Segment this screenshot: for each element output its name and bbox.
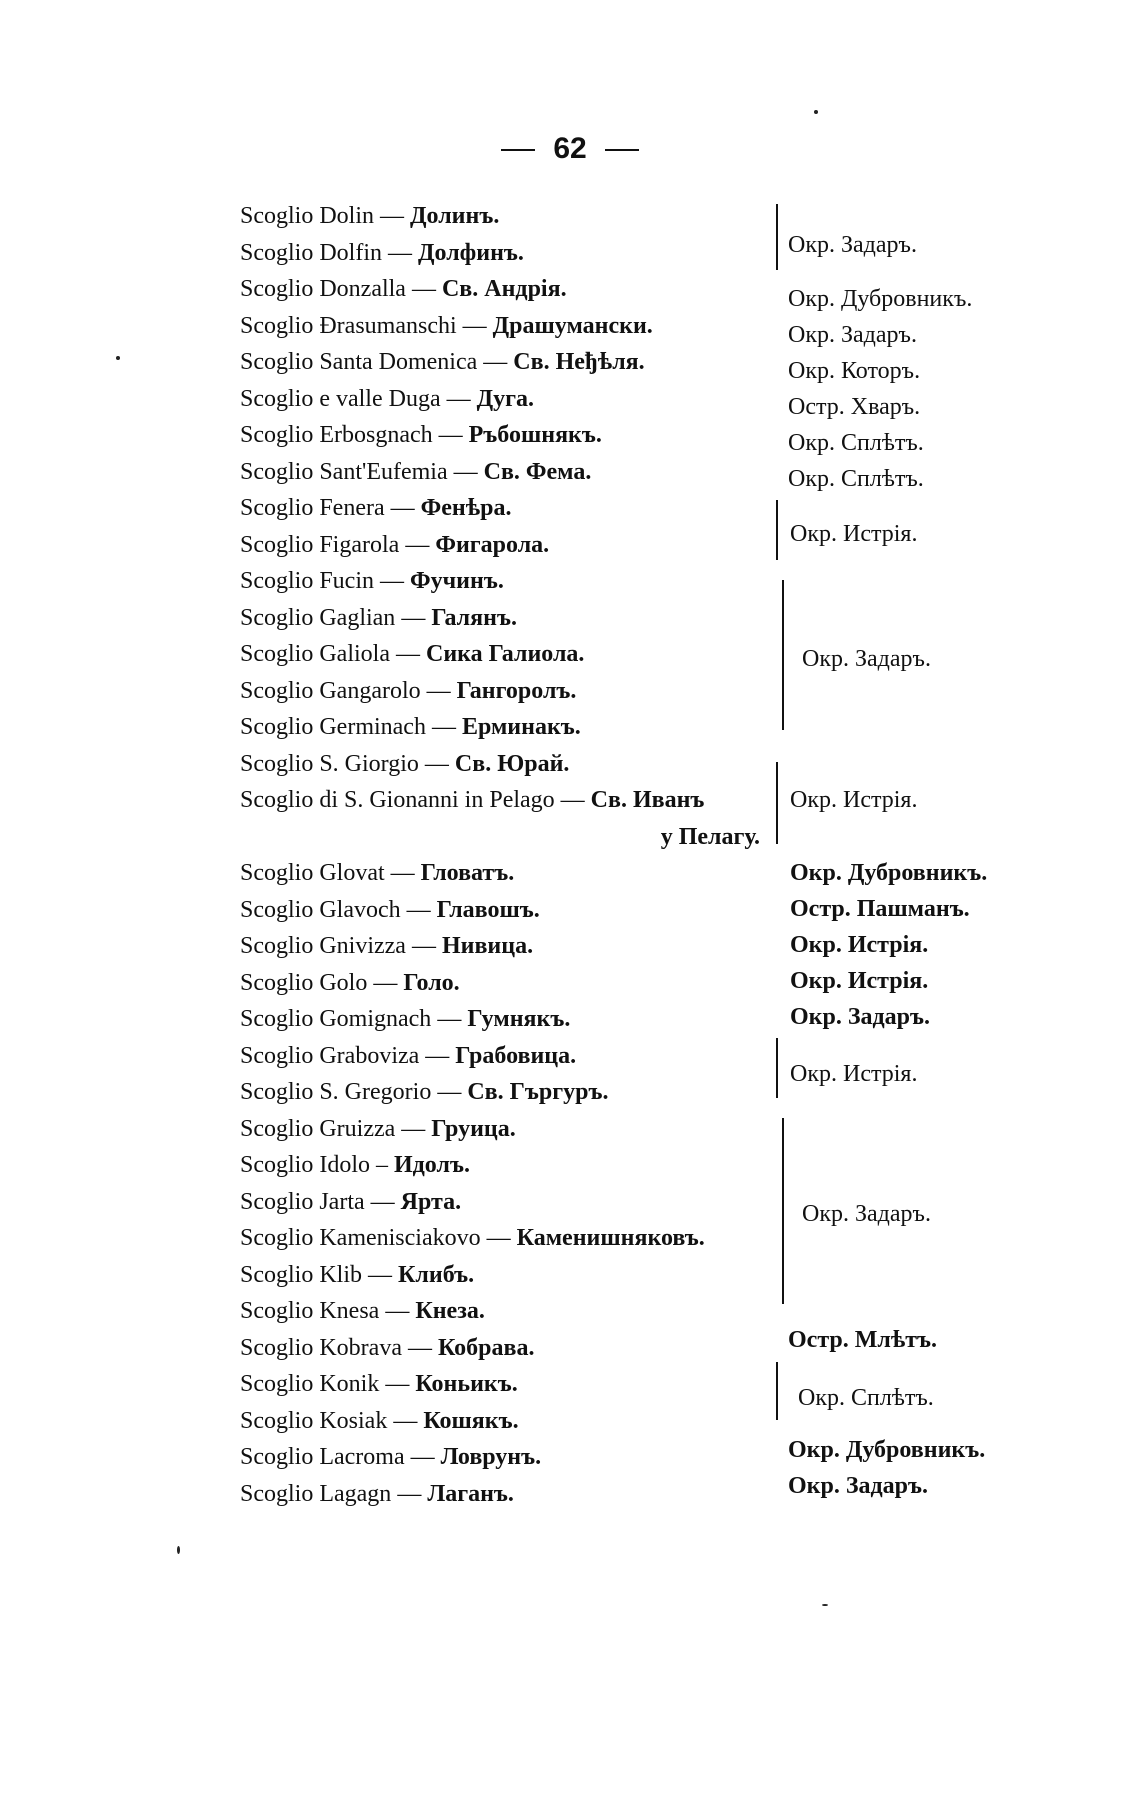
entry-separator: —	[390, 860, 415, 886]
entry-separator: —	[405, 531, 430, 558]
entry-separator: –	[376, 1152, 388, 1178]
entry-slavic-name: Фенѣра.	[420, 495, 512, 521]
entry-separator: —	[425, 1042, 450, 1069]
district-label: Остр. Млѣтъ.	[788, 1327, 938, 1353]
entry-italian-name: Scoglio Germinach	[240, 714, 426, 740]
entry-italian-name: Scoglio Gomignach	[240, 1006, 432, 1032]
brace	[776, 762, 778, 844]
entry-slavic-name: Св. Юрай.	[454, 750, 570, 777]
entry-separator: —	[483, 349, 508, 375]
district-label: Окр. Дубровникъ.	[788, 286, 973, 312]
entry-slavic-name: Ерминакъ.	[461, 714, 581, 740]
brace	[782, 1118, 784, 1304]
entry-italian-name: Scoglio Fenera	[240, 495, 385, 521]
entry-italian-name: Scoglio Klib	[240, 1261, 363, 1288]
entry-italian-name: Scoglio Sant'Eufemia	[240, 458, 448, 485]
district-label: Окр. Задаръ.	[802, 646, 931, 672]
entry-italian-name: Scoglio Ðrasumanschi	[240, 312, 457, 339]
print-speck	[177, 1546, 180, 1554]
entry-separator: —	[560, 787, 585, 813]
entry-separator: —	[388, 239, 412, 266]
entry-slavic-name: Ръбошнякъ.	[468, 422, 602, 448]
brace	[776, 1038, 778, 1098]
entry-slavic-name: Идолъ.	[394, 1152, 470, 1178]
district-label: Окр. Истрія.	[790, 521, 918, 547]
district-label: Окр. Задаръ.	[788, 322, 917, 348]
entry-slavic-name: Кнеза.	[415, 1298, 485, 1324]
entry-separator: —	[380, 568, 405, 594]
district-label: Окр. Задаръ.	[788, 232, 917, 258]
district-label: Окр. Сплѣтъ.	[788, 466, 924, 492]
entry-slavic-name: Ярта.	[400, 1188, 462, 1215]
entry-separator: —	[380, 203, 405, 229]
entry-italian-name: Scoglio Galiola	[240, 641, 390, 667]
brace	[776, 500, 778, 560]
entry-separator: —	[397, 1480, 422, 1507]
entry-italian-name: Scoglio Lacroma	[240, 1444, 405, 1470]
entry-slavic-name: Нивица.	[441, 933, 534, 959]
entry-separator: —	[411, 933, 436, 959]
entry-italian-name: Scoglio S. Giorgio	[240, 750, 419, 777]
entry-italian-name: Scoglio Fucin	[240, 568, 375, 594]
entry-separator: —	[401, 604, 426, 631]
entry-slavic-name: Драшумански.	[492, 312, 653, 339]
entry-italian-name: Scoglio Glavoch	[240, 896, 401, 923]
entry-italian-name: Scoglio Jarta	[240, 1188, 365, 1215]
entry-separator: —	[370, 1188, 395, 1215]
entry-italian-name: Scoglio Dolin	[240, 203, 375, 229]
entry-separator: —	[431, 714, 456, 740]
entry-separator: —	[401, 1115, 426, 1142]
entry-italian-name: Scoglio Gaglian	[240, 604, 396, 631]
entry-separator: —	[390, 495, 415, 521]
district-label: Окр. Задаръ.	[790, 1004, 930, 1030]
entry-separator: —	[385, 1371, 410, 1397]
entry-italian-name: Scoglio Figarola	[240, 531, 400, 558]
entry-italian-name: Scoglio e valle Duga	[240, 385, 441, 412]
entry-slavic-name: Лаганъ.	[427, 1480, 514, 1507]
entry-italian-name: Scoglio Knesa	[240, 1298, 380, 1324]
entry-slavic-name: Каменишняковъ.	[516, 1225, 705, 1251]
entry-slavic-name: Голо.	[403, 969, 460, 996]
entry-slavic-name: Св. Фема.	[483, 458, 592, 485]
entry-separator: —	[368, 1261, 393, 1288]
entry-slavic-name: Фигарола.	[435, 531, 550, 558]
entry-separator: —	[437, 1006, 462, 1032]
entry-slavic-name: Долфинъ.	[418, 239, 524, 266]
entry-slavic-name: Сика Галиола.	[425, 641, 585, 667]
entry-slavic-name: Св. Неђѣля.	[513, 349, 645, 375]
entry-separator: —	[410, 1444, 435, 1470]
entry-separator: —	[393, 1407, 418, 1434]
entry-separator: —	[437, 1079, 462, 1105]
entry-slavic-name: Св. Гъргуръ.	[467, 1079, 609, 1105]
entry-italian-name: Scoglio Gnivizza	[240, 933, 406, 959]
entry-slavic-name: Св. Иванъ	[590, 787, 705, 813]
entry-italian-name: Scoglio Gruizza	[240, 1115, 396, 1142]
district-label: Окр. Сплѣтъ.	[798, 1385, 934, 1411]
entry-italian-name: Scoglio Glovat	[240, 860, 385, 886]
entry-italian-name: Scoglio Erbosgnach	[240, 422, 433, 448]
brace	[782, 580, 784, 730]
entry-separator: —	[486, 1225, 511, 1251]
district-label: Остр. Хваръ.	[788, 394, 921, 420]
entry-slavic-name: Фучинъ.	[410, 568, 504, 594]
entry-separator: —	[438, 422, 463, 448]
district-label: Окр. Задаръ.	[802, 1201, 931, 1227]
district-label: Окр. Дубровникъ.	[790, 860, 988, 886]
entry-separator: —	[385, 1298, 410, 1324]
entry-italian-name: Scoglio di S. Gionanni in Pelago	[240, 787, 555, 813]
entry-slavic-name: Главошъ.	[436, 896, 540, 923]
entry-italian-name: Scoglio Kosiak	[240, 1407, 388, 1434]
entry-italian-name: Scoglio Donzalla	[240, 276, 406, 302]
entry-separator: —	[453, 458, 478, 485]
district-label: Остр. Пашманъ.	[790, 896, 970, 922]
print-speck	[814, 110, 818, 114]
entry-italian-name: Scoglio Golo	[240, 969, 368, 996]
entry-italian-name: Scoglio Kobrava	[240, 1334, 402, 1361]
entry-separator: —	[411, 276, 436, 302]
entry-separator: —	[462, 312, 487, 339]
entry-slavic-name: Св. Андрія.	[441, 276, 567, 302]
entry-slavic-name: Кобрава.	[437, 1334, 535, 1361]
print-speck	[116, 356, 120, 360]
entry-slavic-name: Долинъ.	[410, 203, 500, 229]
entry-separator: —	[424, 750, 449, 777]
brace	[776, 204, 778, 270]
entry-slavic-name: Груица.	[431, 1115, 516, 1142]
entry-separator: —	[406, 896, 431, 923]
entry-separator: —	[426, 677, 451, 704]
entry-italian-name: Scoglio Santa Domenica	[240, 349, 478, 375]
entry-italian-name: Scoglio Lagagn	[240, 1480, 392, 1507]
district-label: Окр. Дубровникъ.	[788, 1437, 986, 1463]
district-label: Окр. Сплѣтъ.	[788, 430, 924, 456]
entry-italian-name: Scoglio Dolfin	[240, 239, 382, 266]
entry-italian-name: Scoglio Konik	[240, 1371, 380, 1397]
district-label: Окр. Которъ.	[788, 358, 921, 384]
brace	[776, 1362, 778, 1420]
entry-italian-name: Scoglio Kamenisciakovo	[240, 1225, 481, 1251]
district-label: Окр. Истрія.	[790, 968, 929, 994]
entry-separator: —	[373, 969, 398, 996]
district-label: Окр. Истрія.	[790, 932, 929, 958]
page-number-value: 62	[553, 132, 587, 165]
entry-slavic-name: Дуга.	[476, 385, 535, 412]
entry-italian-name: Scoglio Idolo	[240, 1152, 370, 1178]
entry-slavic-name: у Пелагу.	[660, 823, 760, 850]
print-speck	[822, 1604, 828, 1606]
entry-slavic-name: Кошякъ.	[423, 1407, 519, 1434]
entry-separator: —	[407, 1334, 432, 1361]
entry-slavic-name: Ловрунъ.	[440, 1444, 542, 1470]
entry-slavic-name: Гумнякъ.	[467, 1006, 571, 1032]
district-label: Окр. Задаръ.	[788, 1473, 928, 1499]
entry-slavic-name: Галянъ.	[431, 604, 517, 631]
entry-italian-name: Scoglio Gangarolo	[240, 677, 421, 704]
entry-slavic-name: Клибъ.	[398, 1261, 475, 1288]
entry-italian-name: Scoglio S. Gregorio	[240, 1079, 432, 1105]
entry-separator: —	[446, 385, 471, 412]
district-label: Окр. Истрія.	[790, 787, 918, 813]
district-label: Окр. Истрія.	[790, 1061, 918, 1087]
entry-separator: —	[395, 641, 420, 667]
entry-slavic-name: Коньикъ.	[415, 1371, 518, 1397]
entry-slavic-name: Гангоролъ.	[456, 677, 577, 704]
entry-slavic-name: Грабовица.	[455, 1042, 577, 1069]
entry-slavic-name: Гловатъ.	[420, 860, 515, 886]
entry-italian-name: Scoglio Graboviza	[240, 1042, 420, 1069]
